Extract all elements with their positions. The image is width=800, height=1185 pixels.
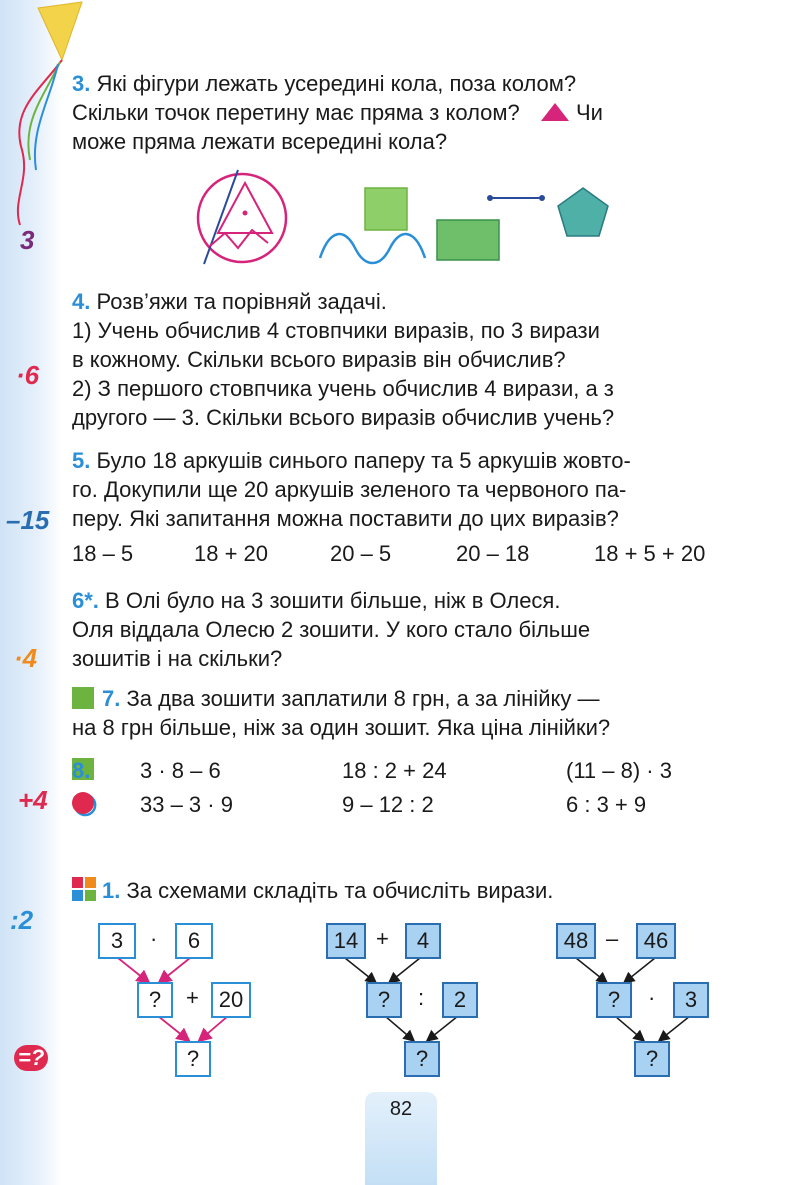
side-number: =? xyxy=(14,1045,48,1071)
task-number: 3. xyxy=(72,71,91,96)
task-number: 8. xyxy=(72,758,91,783)
expression: 18 + 20 xyxy=(194,541,269,566)
page-number: 82 xyxy=(389,1098,413,1120)
side-number: 3 xyxy=(20,225,35,255)
side-number: :2 xyxy=(10,905,34,935)
expression: 20 – 5 xyxy=(330,541,392,566)
scheme-operator: + xyxy=(376,926,389,951)
scheme-box: 4 xyxy=(405,923,441,959)
scheme-operator: – xyxy=(606,926,619,951)
task-number: 4. xyxy=(72,289,91,314)
task-text: Розв’яжи та порівняй задачі. xyxy=(96,289,387,314)
task-text: перу. Які запитання можна поставити до цих виразів? xyxy=(72,506,619,531)
side-number: –15 xyxy=(6,505,50,535)
task-number: 5. xyxy=(72,448,91,473)
side-number: ·4 xyxy=(14,643,38,673)
scheme-operator: + xyxy=(186,985,199,1010)
task-text: Які фігури лежать усередині кола, поза колом? xyxy=(96,71,577,96)
task-text: За два зошити заплатили 8 грн, а за лінійку — xyxy=(126,686,600,711)
scheme-box: 3 xyxy=(98,923,136,959)
expression: 3 · 8 – 6 xyxy=(140,758,221,783)
scheme-box: ? xyxy=(404,1041,440,1077)
side-number: +4 xyxy=(18,785,48,815)
scheme-operator: : xyxy=(418,985,425,1010)
scheme-box: 14 xyxy=(326,923,366,959)
scheme-box: ? xyxy=(175,1041,211,1077)
scheme-operator: · xyxy=(150,926,158,951)
task-number: 1. xyxy=(102,878,121,903)
expression: 20 – 18 xyxy=(456,541,530,566)
task-text: другого — 3. Скільки всього виразів обчислив учень? xyxy=(72,405,615,430)
expression: 6 : 3 + 9 xyxy=(566,792,647,817)
task-text: в кожному. Скільки всього виразів він обчислив? xyxy=(72,347,566,372)
scheme-box: ? xyxy=(137,982,173,1018)
task-text: 2) З першого стовпчика учень обчислив 4 вирази, а з xyxy=(72,376,614,401)
scheme-box: 48 xyxy=(556,923,596,959)
task-number: 6*. xyxy=(72,588,99,613)
expression: 18 – 5 xyxy=(72,541,134,566)
scheme-box: 20 xyxy=(211,982,251,1018)
task-text: Чи xyxy=(576,100,603,125)
task-text: може пряма лежати всередині кола? xyxy=(72,129,448,154)
scheme-box: ? xyxy=(366,982,402,1018)
expression: 9 – 12 : 2 xyxy=(342,792,434,817)
task-text: на 8 грн більше, ніж за один зошит. Яка ціна лінійки? xyxy=(72,715,611,740)
task-text: Було 18 аркушів синього паперу та 5 аркушів жовто- xyxy=(96,448,631,473)
scheme-box: ? xyxy=(596,982,632,1018)
scheme-box: 46 xyxy=(636,923,676,959)
task-text: Скільки точок перетину має пряма з колом? xyxy=(72,100,520,125)
task-text: За схемами складіть та обчисліть вирази. xyxy=(126,878,554,903)
scheme-operator: · xyxy=(648,985,656,1010)
scheme-box: ? xyxy=(634,1041,670,1077)
expression: (11 – 8) · 3 xyxy=(566,758,672,783)
task-number: 7. xyxy=(102,686,121,711)
scheme-box: 6 xyxy=(175,923,213,959)
side-number: ·6 xyxy=(16,360,40,390)
task-text: Оля віддала Олесю 2 зошити. У кого стало більше xyxy=(72,617,591,642)
expression: 18 + 5 + 20 xyxy=(594,541,706,566)
task-text: 1) Учень обчислив 4 стовпчики виразів, по 3 вирази xyxy=(72,318,600,343)
task-text: В Олі було на 3 зошити більше, ніж в Олеся. xyxy=(105,588,561,613)
scheme-box: 3 xyxy=(673,982,709,1018)
expression: 18 : 2 + 24 xyxy=(342,758,447,783)
task-text: зошитів і на скільки? xyxy=(72,646,283,671)
scheme-box: 2 xyxy=(442,982,478,1018)
task-text: го. Докупили ще 20 аркушів зеленого та червоного па- xyxy=(72,477,627,502)
expression: 33 – 3 · 9 xyxy=(140,792,233,817)
